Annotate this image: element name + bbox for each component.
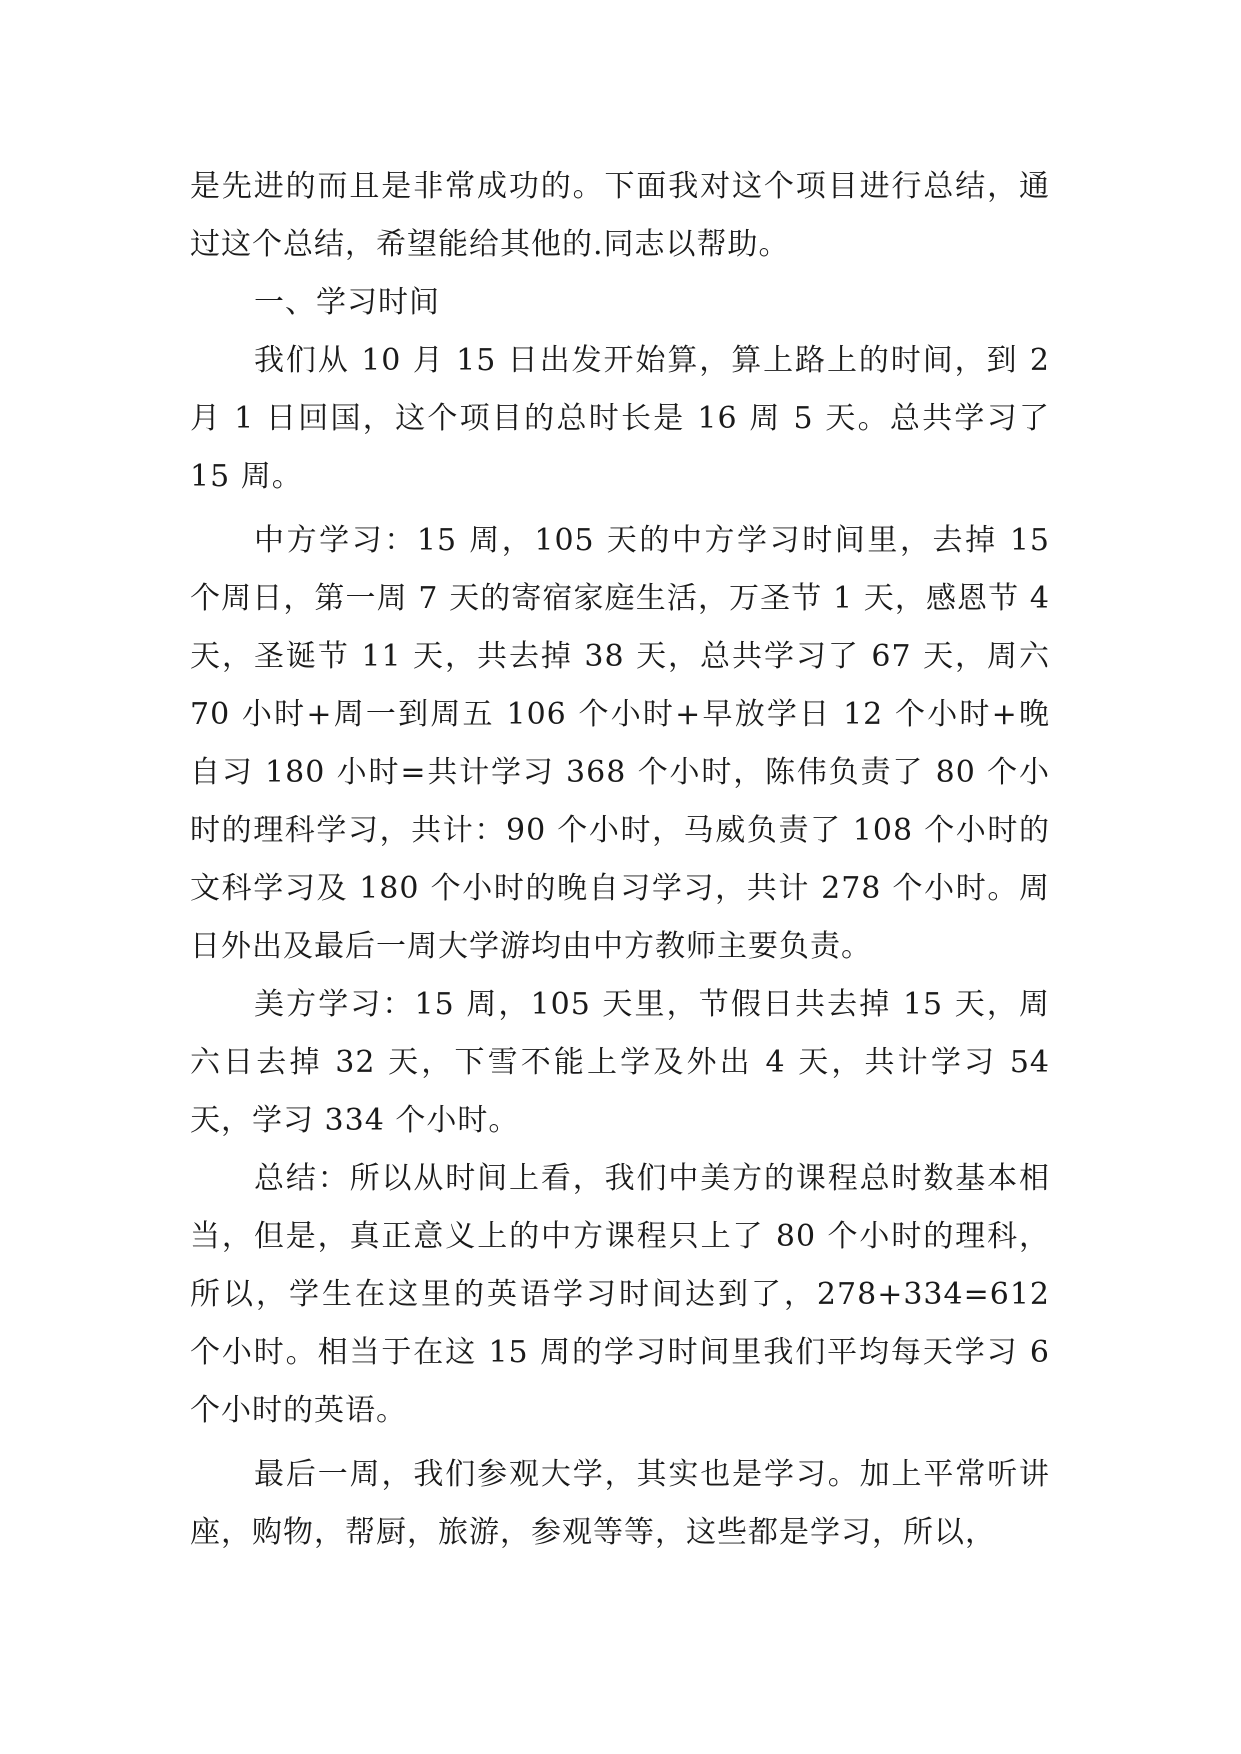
paragraph-continuation: 是先进的而且是非常成功的。下面我对这个项目进行总结，通过这个总结，希望能给其他的.同志以帮助。 — [190, 169, 1050, 262]
paragraph-american-study: 美方学习：15 周，105 天里，节假日共去掉 15 天，周六日去掉 32 天，下雪不能上学及外出 4 天，共计学习 54 天，学习 334 个小时。 — [190, 987, 1050, 1138]
section-heading: 一、学习时间 — [254, 285, 440, 320]
paragraph-summary: 总结：所以从时间上看，我们中美方的课程总时数基本相当，但是，真正意义上的中方课程只上了 80 个小时的理科，所以，学生在这里的英语学习时间达到了，278+334=612 个小时。相当于在这 15 周的学习时间里我们平均每天学习 6 个小时的英语。 — [190, 1161, 1050, 1428]
document-body — [190, 158, 1050, 1562]
paragraph-project-duration: 我们从 10 月 15 日出发开始算，算上路上的时间，到 2 月 1 日回国，这个项目的总时长是 16 周 5 天。总共学习了 15 周。 — [190, 343, 1050, 494]
paragraph-final-week: 最后一周，我们参观大学，其实也是学习。加上平常听讲座，购物，帮厨，旅游，参观等等，这些都是学习，所以， — [190, 1457, 1050, 1550]
paragraph-chinese-study: 中方学习：15 周，105 天的中方学习时间里，去掉 15 个周日，第一周 7 天的寄宿家庭生活，万圣节 1 天，感恩节 4 天，圣诞节 11 天，共去掉 38 天，总共学习了 67 天，周六 70 小时+周一到周五 106 个小时+早放学日 12 个小时+晚自习 180 小时=共计学习 368 个小时，陈伟负责了 80 个小时的理科学习，共计：90 个小时，马威负责了 108 个小时的文科学习及 180 个小时的晚自习学习，共计 278 个小时。周日外出及最后一周大学游均由中方教师主要负责。 — [190, 523, 1050, 964]
